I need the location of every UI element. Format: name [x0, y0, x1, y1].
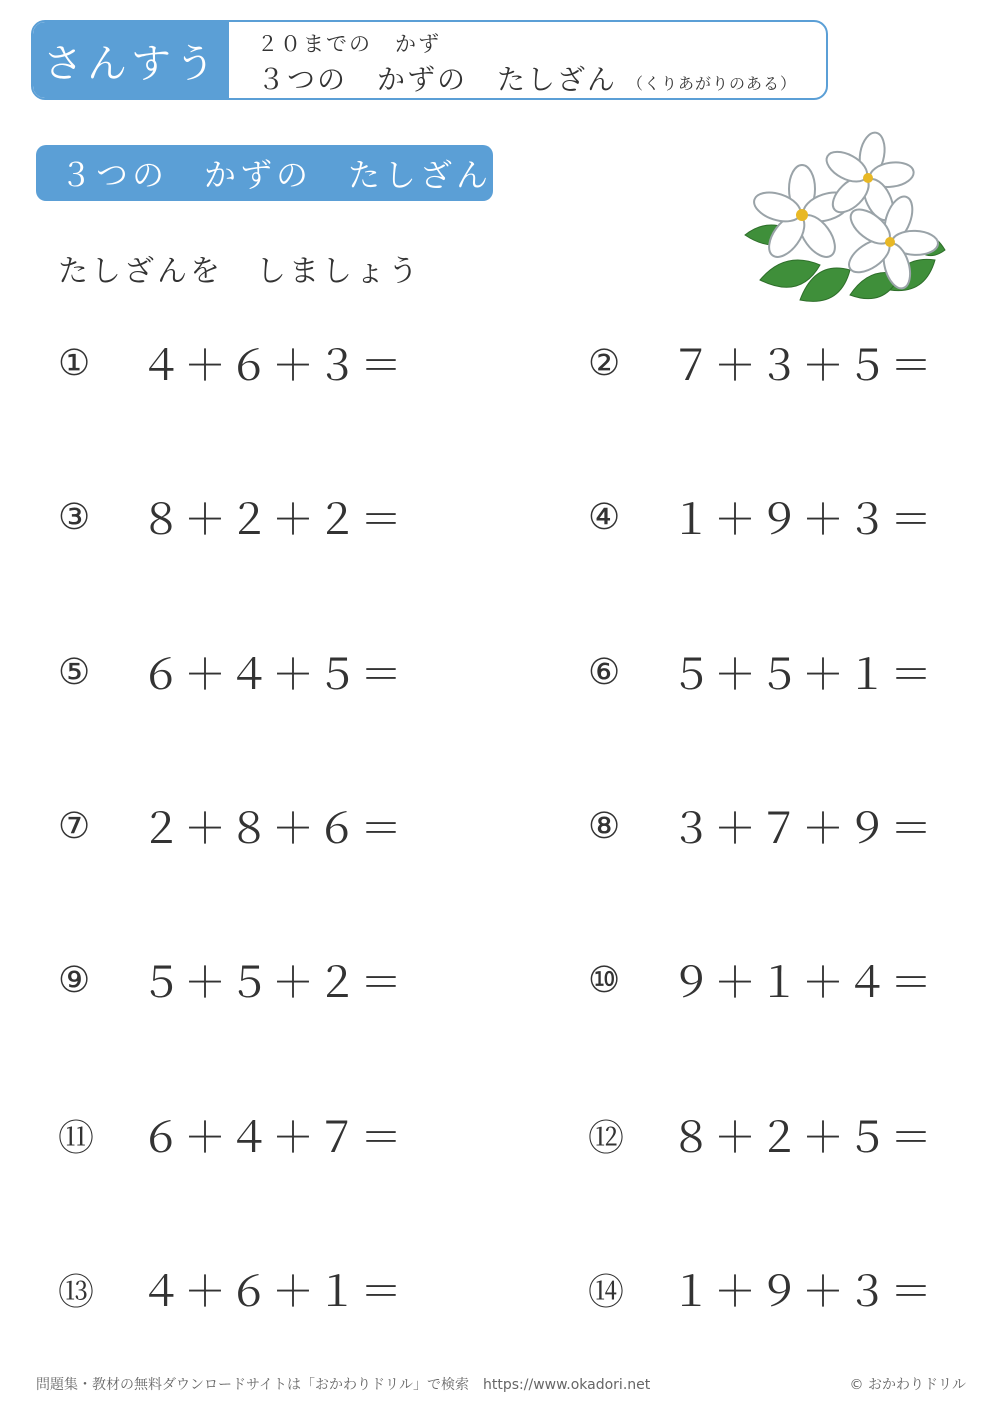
problem-expression: ３＋７＋９＝ — [670, 804, 935, 853]
problem-5 — [58, 647, 404, 697]
title-note: （くりあがりのある） — [627, 74, 798, 93]
problem-8 — [588, 801, 934, 851]
section-label: ３つの かずの たしざん — [36, 145, 493, 201]
problem-11 — [58, 1110, 404, 1160]
problem-expression: ８＋２＋２＝ — [140, 495, 405, 544]
problem-expression: ５＋５＋１＝ — [670, 650, 935, 699]
footer-copyright: © おかわりドリル — [849, 1377, 966, 1393]
problem-number: ⑭ — [588, 1271, 625, 1313]
problem-number: ⑨ — [58, 959, 91, 1001]
footer-credit: 問題集・教材の無料ダウンロードサイトは「おかわりドリル」で検索 https://www.okadori.net — [36, 1377, 651, 1393]
problem-7 — [58, 801, 404, 851]
problem-expression: １＋９＋３＝ — [670, 495, 935, 544]
problem-1 — [58, 338, 404, 388]
problem-number: ⑥ — [588, 651, 621, 693]
problem-3 — [58, 492, 404, 542]
subject-tab: さんすう — [33, 22, 229, 98]
white-flowers-icon — [740, 130, 950, 310]
problem-9 — [58, 955, 404, 1005]
problem-13 — [58, 1264, 404, 1314]
problem-number: ⑪ — [58, 1117, 95, 1159]
worksheet-title — [257, 58, 797, 98]
problem-expression: ２＋８＋６＝ — [140, 804, 405, 853]
problem-6 — [588, 647, 934, 697]
problem-number: ⑬ — [58, 1271, 95, 1313]
unit-label: ２０までの かず — [257, 32, 441, 56]
problem-expression: １＋９＋３＝ — [670, 1267, 935, 1316]
problem-number: ⑧ — [588, 805, 621, 847]
problem-number: ③ — [58, 496, 91, 538]
problem-number: ⑩ — [588, 959, 621, 1001]
problem-12 — [588, 1110, 934, 1160]
problem-4 — [588, 492, 934, 542]
problem-2 — [588, 338, 934, 388]
problem-10 — [588, 955, 934, 1005]
problem-number: ⑫ — [588, 1117, 625, 1159]
problem-expression: ４＋６＋１＝ — [140, 1267, 405, 1316]
problem-expression: ４＋６＋３＝ — [140, 341, 405, 390]
problem-expression: ６＋４＋５＝ — [140, 650, 405, 699]
instruction-text: たしざんを しましょう — [58, 254, 421, 289]
problem-expression: ６＋４＋７＝ — [140, 1113, 405, 1162]
problem-number: ⑤ — [58, 651, 91, 693]
title-text: ３つの かずの たしざん — [257, 63, 618, 96]
problem-expression: ８＋２＋５＝ — [670, 1113, 935, 1162]
problem-14 — [588, 1264, 934, 1314]
worksheet-header — [31, 20, 828, 100]
problem-number: ② — [588, 342, 621, 384]
problem-expression: ７＋３＋５＝ — [670, 341, 935, 390]
problem-number: ④ — [588, 496, 621, 538]
problem-expression: ９＋１＋４＝ — [670, 958, 935, 1007]
problem-expression: ５＋５＋２＝ — [140, 958, 405, 1007]
problem-number: ⑦ — [58, 805, 91, 847]
problem-number: ① — [58, 342, 91, 384]
